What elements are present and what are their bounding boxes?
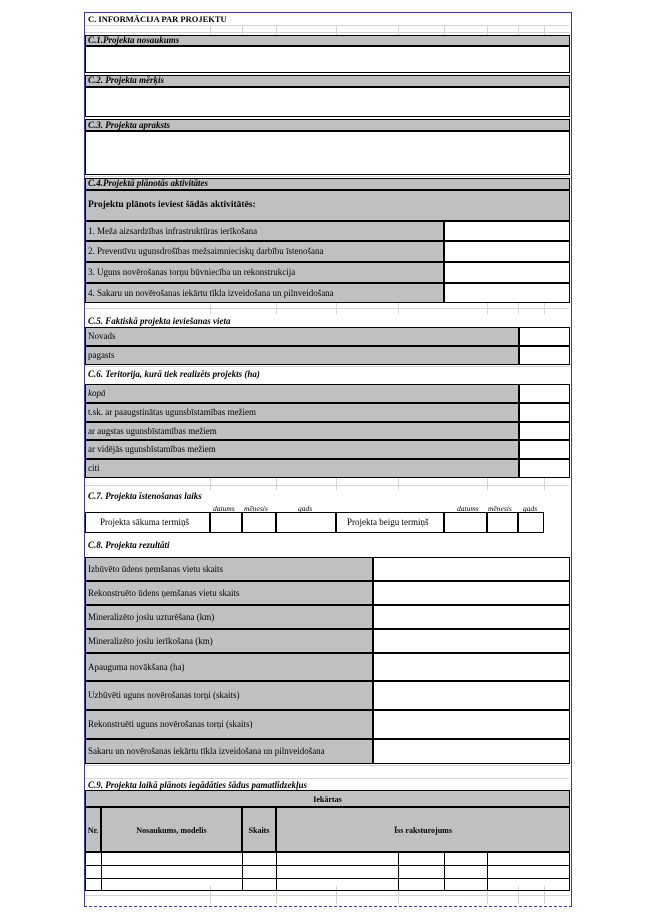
territory-label-medium-risk: ar vidējās ugunsbīstamības mežiem	[88, 444, 216, 454]
territory-input-other[interactable]	[519, 459, 570, 478]
start-day-input[interactable]	[210, 512, 242, 533]
c4-heading: Projektu plānots ieviest šādās aktivitātēs:	[88, 200, 256, 210]
result-input-8[interactable]	[373, 739, 570, 764]
c8-title: C.8. Projekta rezultāti	[88, 540, 170, 550]
result-input-7[interactable]	[373, 710, 570, 739]
section-c-title: C. INFORMĀCIJA PAR PROJEKTU	[88, 14, 227, 24]
result-label-8: Sakaru un novērošanas iekārtu tīkla izveidošana un pilnveidošana	[88, 746, 325, 756]
start-date-label-month: mēnesis	[244, 504, 268, 513]
equipment-col-divider	[487, 852, 488, 891]
start-date-label-year: gads	[298, 504, 313, 513]
territory-input-total[interactable]	[519, 384, 570, 403]
equipment-col-desc-label: Īss raksturojums	[394, 826, 452, 835]
end-date-label-day: datums	[457, 504, 479, 513]
activity-input-1[interactable]	[444, 221, 570, 241]
start-term-label: Projekta sākuma termiņš	[100, 517, 189, 527]
end-year-input[interactable]	[518, 512, 544, 533]
result-input-3[interactable]	[373, 605, 570, 629]
territory-label-other: citi	[88, 463, 100, 473]
equipment-row-divider	[85, 865, 570, 866]
equipment-col-nr-label: Nr.	[87, 826, 99, 835]
equipment-group-label: Iekārtas	[313, 795, 342, 804]
c5-title: C.5. Faktiskā projekta ieviešanas vieta	[88, 316, 231, 326]
territory-label-total: kopā	[88, 388, 106, 398]
result-label-5: Apauguma novākšana (ha)	[88, 662, 185, 672]
activity-label-3: 3. Uguns novērošanas torņu būvniecība un rekonstrukcija	[88, 267, 296, 277]
equipment-col-divider	[444, 852, 445, 891]
activity-label-4: 4. Sakaru un novērošanas iekārtu tīkla izveidošana un pilnveidošana	[88, 288, 334, 298]
result-input-5[interactable]	[373, 653, 570, 681]
location-row-pagasts	[85, 346, 519, 365]
territory-row-other	[85, 459, 519, 478]
c6-title: C.6. Teritorija, kurā tiek realizēts projekts (ha)	[88, 369, 260, 379]
equipment-table-body[interactable]	[85, 852, 570, 891]
project-goal-field[interactable]	[85, 87, 570, 117]
equipment-col-divider	[276, 852, 277, 891]
c1-title: C.1.Projekta nosaukums	[88, 35, 180, 45]
equipment-col-divider	[242, 852, 243, 891]
project-name-field[interactable]	[85, 46, 570, 73]
start-date-label-day: datums	[213, 504, 235, 513]
end-term-label: Projekta beigu termiņš	[347, 517, 429, 527]
territory-input-severe-risk[interactable]	[519, 422, 570, 440]
result-label-6: Uzbūvēti uguns novērošanas torņi (skaits)	[88, 690, 240, 700]
equipment-col-divider	[101, 852, 102, 891]
end-date-label-year: gads	[523, 504, 538, 513]
result-label-2: Rekonstruēto ūdens ņemšanas vietu skaits	[88, 588, 240, 598]
start-year-input[interactable]	[276, 512, 336, 533]
activity-input-2[interactable]	[444, 241, 570, 262]
c4-title: C.4.Projektā plānotās aktivitātes	[88, 178, 209, 188]
equipment-col-qty-label: Skaits	[248, 826, 270, 835]
activity-input-4[interactable]	[444, 283, 570, 303]
territory-label-severe-risk: ar augstas ugunsbīstamības mežiem	[88, 426, 217, 436]
end-month-input[interactable]	[487, 512, 518, 533]
territory-row-total	[85, 384, 519, 403]
c9-title: C.9. Projekta laikā plānots iegādāties šādus pamatlīdzekļus	[88, 780, 308, 790]
activity-label-1: 1. Meža aizsardzības infrastruktūras ierīkošana	[88, 226, 258, 236]
activity-label-2: 2. Preventīvu ugunsdrošības mežsaimnieciskų darbību īstenošana	[88, 246, 324, 256]
result-label-4: Mineralizēto joslu ierīkošana (km)	[88, 636, 213, 646]
territory-input-high-risk[interactable]	[519, 403, 570, 422]
result-label-1: Izbūvēto ūdens ņemšanas vietu skaits	[88, 564, 223, 574]
location-label-pagasts: pagasts	[88, 350, 115, 360]
end-date-label-month: mēnesis	[488, 504, 512, 513]
start-month-input[interactable]	[242, 512, 276, 533]
equipment-col-name-label: Nosaukums, modelis	[136, 826, 207, 835]
end-day-input[interactable]	[444, 512, 487, 533]
equipment-col-divider	[398, 852, 399, 891]
activity-input-3[interactable]	[444, 262, 570, 283]
result-input-6[interactable]	[373, 681, 570, 710]
c7-title: C.7. Projekta īstenošanas laiks	[88, 491, 202, 501]
location-input-pagasts[interactable]	[519, 346, 570, 365]
result-label-7: Rekonstruēti uguns novērošanas torņi (skaits)	[88, 719, 253, 729]
location-label-novads: Novads	[88, 331, 116, 341]
result-label-3: Mineralizēto joslu uzturēšana (km)	[88, 612, 215, 622]
territory-input-medium-risk[interactable]	[519, 440, 570, 459]
c2-title: C.2. Projekta mērķis	[88, 75, 164, 85]
location-input-novads[interactable]	[519, 327, 570, 346]
project-description-field[interactable]	[85, 131, 570, 175]
territory-label-high-risk: t.sk. ar paaugstinātas ugunsbīstamības mežiem	[88, 407, 256, 417]
result-input-1[interactable]	[373, 557, 570, 581]
c3-title: C.3. Projekta apraksts	[88, 120, 171, 130]
result-input-2[interactable]	[373, 581, 570, 605]
location-row-novads	[85, 327, 519, 346]
equipment-row-divider	[85, 878, 570, 879]
result-input-4[interactable]	[373, 629, 570, 653]
